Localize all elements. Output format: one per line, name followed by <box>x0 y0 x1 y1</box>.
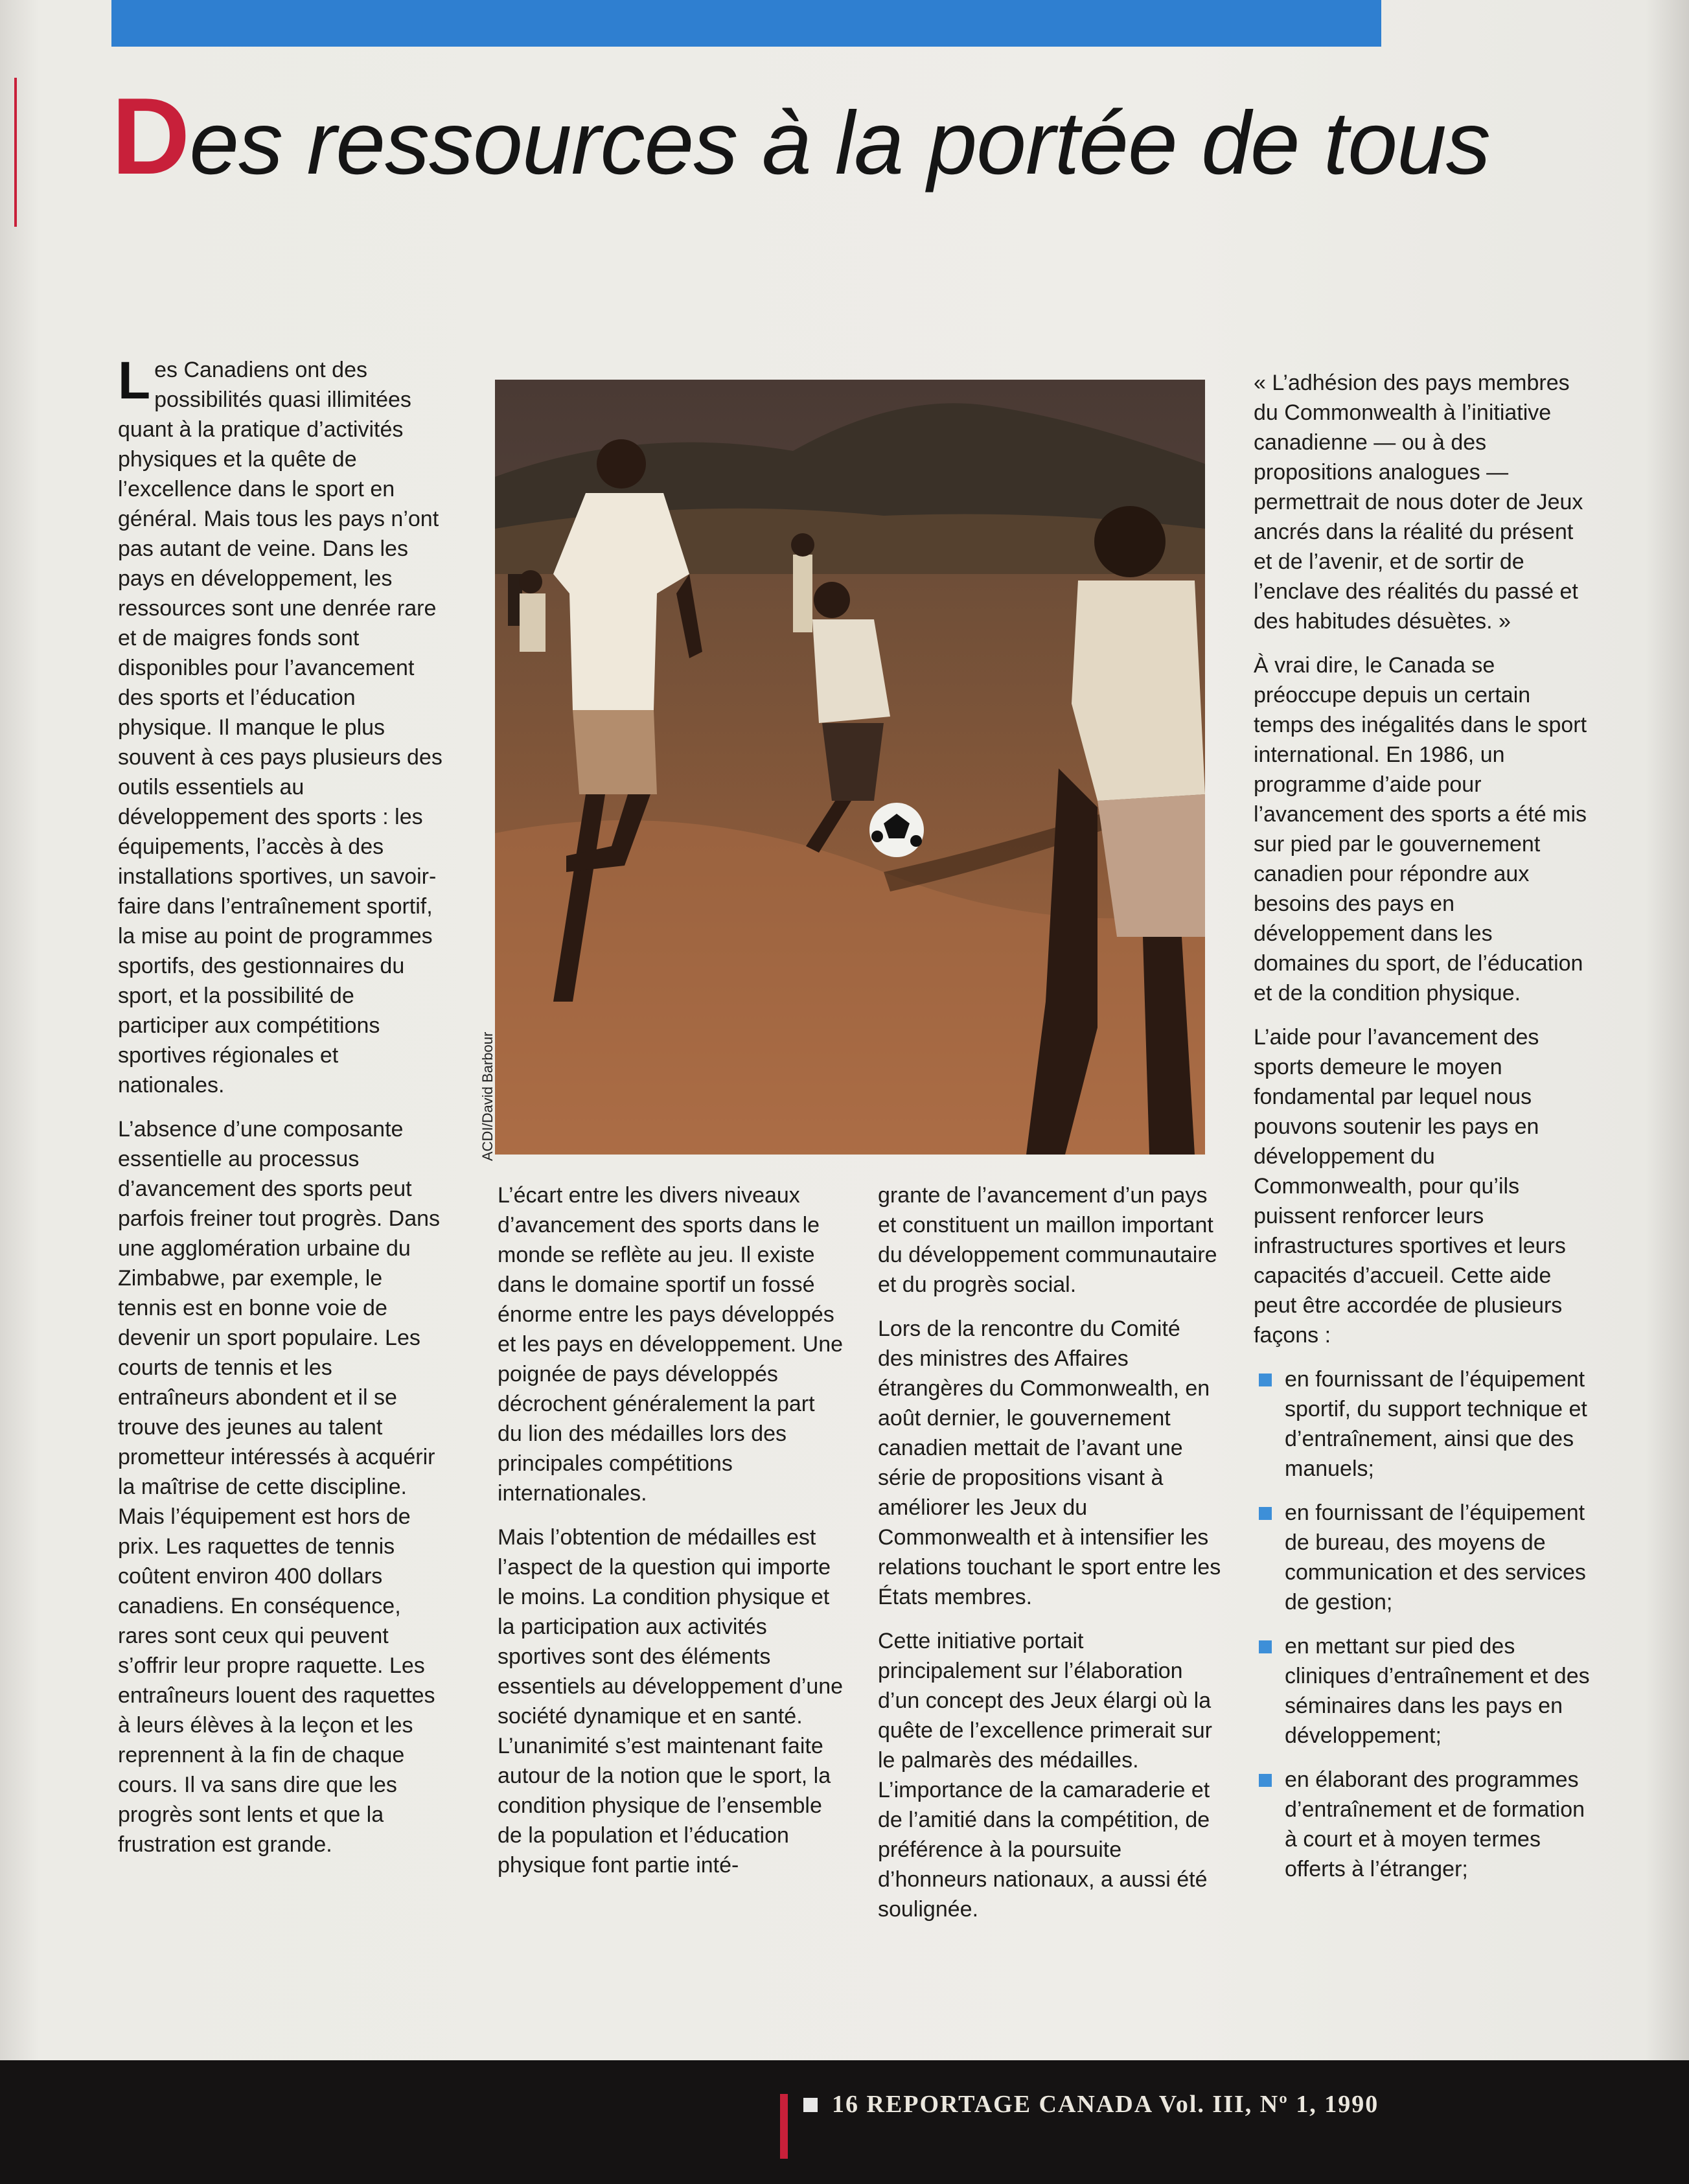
headline-dropcap: D <box>111 75 190 197</box>
col4-paragraph-2: À vrai dire, le Canada se préoccupe depuis un certain temps des inégalités dans le sport international. En 1986, un programme d’aide pour l’avancement des sports a été mis sur pied par le gouvernement canadien pour répondre aux besoins des pays en développement dans les domaines du sport, de l’éducation et de la condition physique. <box>1254 653 1587 1006</box>
footer-square-icon <box>803 2098 818 2112</box>
column-1 <box>118 351 447 1874</box>
col1-paragraph-2: L’absence d’une composante essentielle au processus d’avancement des sports peut parfois freiner tout progrès. Dans une agglomération urbaine du Zimbabwe, par exemple, le tennis est en bonne voie de devenir un sport populaire. Les courts de tennis et les entraîneurs abondent et il se trouve des jeunes au talent prometteur intéressés à acquérir la maîtrise de cette discipline. Mais l’équipement est hors de prix. Les raquettes de tennis coûtent environ 400 dollars canadiens. En conséquence, rares sont ceux qui peuvent s’offrir leur propre raquette. Les entraîneurs louent des raquettes à leurs élèves à la leçon et les reprennent à la fin de chaque cours. Il va sans dire que les progrès sont lents et que la frustration est grande. <box>118 1117 441 1857</box>
bullet-item <box>1254 1364 1591 1484</box>
bullet-text: en fournissant de l’équipement de bureau, des moyens de communication et des services de gestion; <box>1285 1500 1586 1615</box>
col4-paragraph-3: L’aide pour l’avancement des sports demeure le moyen fondamental par lequel nous pouvons soutenir les pays en développement du Commonwealth, pour qu’ils puissent renforcer leurs infrastructures sportives et leurs capacités d’accueil. Cette aide peut être accordée de plusieurs façons : <box>1254 1025 1566 1348</box>
col1-paragraph-1 <box>118 351 447 1100</box>
col1-p1-text: es Canadiens ont des possibilités quasi illimitées quant à la pratique d’activités physiques et la quête de l’excellence dans le sport en général. Mais tous les pays n’ont pas autant de veine. Dans les pays en développement, les ressources sont une denrée rare et de maigres fonds sont disponibles pour l’avancement des sports et l’éducation physique. Il manque le plus souvent à ces pays plusieurs des outils essentiels au développement des sports : les équipements, l’accès à des installations sportives, un savoir-faire dans l’entraînement sportif, la mise au point de programmes sportifs, des gestionnaires du sport, et la possibilité de participer aux compétitions sportives régionales et nationales. <box>118 358 442 1098</box>
bullet-text: en élaborant des programmes d’entraînement et de formation à court et à moyen termes offerts à l’étranger; <box>1285 1767 1585 1881</box>
col3-paragraph-2: Lors de la rencontre du Comité des ministres des Affaires étrangères du Commonwealth, en août dernier, le gouvernement canadien mettait de l’avant une série de propositions visant à améliorer les Jeux du Commonwealth et à intensifier les relations touchant le sport entre les États membres. <box>878 1316 1221 1609</box>
bullet-square-icon <box>1259 1774 1272 1787</box>
bullet-text: en mettant sur pied des cliniques d’entraînement et des séminaires dans les pays en développement; <box>1285 1634 1590 1748</box>
left-red-rule <box>14 78 17 227</box>
footer-page-info: 16 REPORTAGE CANADA Vol. III, Nº 1, 1990 <box>832 2091 1379 2118</box>
col4-paragraph-1: « L’adhésion des pays membres du Commonwealth à l’initiative canadienne — ou à des propositions analogues — permettrait de nous doter de Jeux ancrés dans la réalité du présent et de l’avenir, et de sortir de l’enclave des réalités du passé et des habitudes désuètes. » <box>1254 371 1583 634</box>
photo-credit: ACDI/David Barbour <box>479 1031 496 1161</box>
column-3 <box>878 1180 1221 1938</box>
aid-bullet-list <box>1254 1364 1591 1884</box>
col3-paragraph-1: grante de l’avancement d’un pays et constituent un maillon important du développement communautaire et du progrès social. <box>878 1183 1217 1297</box>
col2-paragraph-1: L’écart entre les divers niveaux d’avancement des sports dans le monde se reflète au jeu. Il existe dans le domaine sportif un fossé énorme entre les pays développés et les pays en développement. Une poignée de pays développés décrochent généralement la part du lion des médailles lors des principales compétitions internationales. <box>498 1183 844 1506</box>
headline-text: es ressources à la portée de tous <box>189 93 1490 193</box>
col3-paragraph-3: Cette initiative portait principalement sur l’élaboration d’un concept des Jeux élargi où la quête de l’excellence primerait sur le palmarès des médailles. L’importance de la camaraderie et de l’amitié dans la compétition, de préférence à la poursuite d’honneurs nationaux, a aussi été soulignée. <box>878 1629 1212 1922</box>
bullet-square-icon <box>1259 1374 1272 1386</box>
headline <box>111 75 1490 201</box>
col1-dropcap: L <box>118 351 151 410</box>
bullet-text: en fournissant de l’équipement sportif, du support technique et d’entraînement, ainsi que des manuels; <box>1285 1367 1587 1481</box>
bullet-item <box>1254 1498 1591 1617</box>
soccer-photo <box>495 380 1205 1155</box>
col2-paragraph-2: Mais l’obtention de médailles est l’aspect de la question qui importe le moins. La condition physique et la participation aux activités sportives sont des éléments essentiels au développement d’une société dynamique et en santé. L’unanimité s’est maintenant faite autour de la notion que le sport, la condition physique de l’ensemble de la population et l’éducation physique font partie inté- <box>498 1525 844 1878</box>
bullet-item <box>1254 1631 1591 1751</box>
photo-illustration <box>495 380 1205 1155</box>
bullet-square-icon <box>1259 1507 1272 1520</box>
top-color-bar <box>111 0 1381 47</box>
column-4 <box>1254 368 1591 1898</box>
footer-band <box>0 2060 1689 2184</box>
column-2 <box>498 1180 844 1894</box>
bullet-item <box>1254 1765 1591 1884</box>
footer-red-marker <box>780 2094 788 2159</box>
bullet-square-icon <box>1259 1640 1272 1653</box>
